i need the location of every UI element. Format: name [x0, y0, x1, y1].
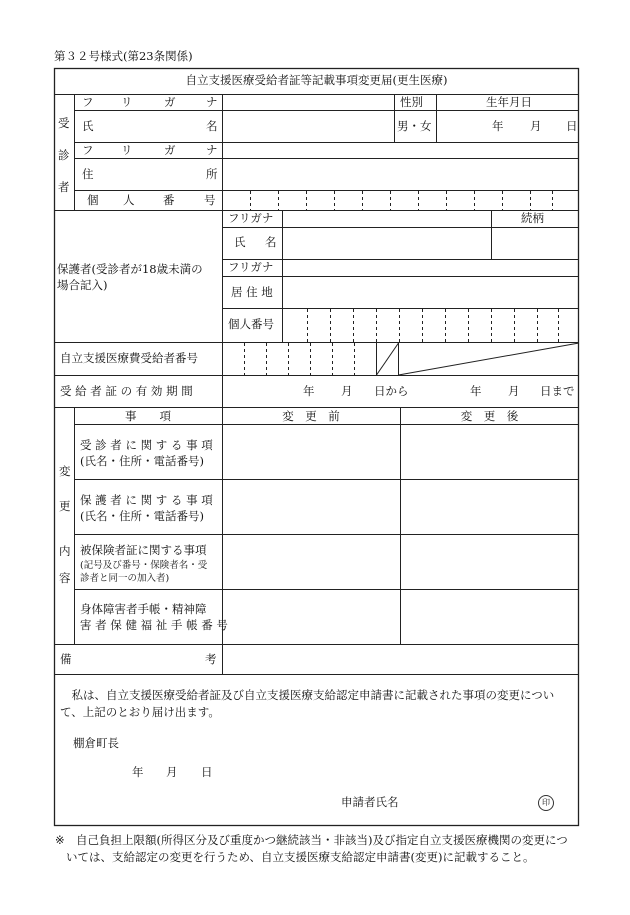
- validity-from-year: 年: [303, 384, 315, 398]
- validity-to-year: 年: [470, 384, 482, 398]
- declaration-line2: て、上記のとおり届け出ます。: [60, 705, 220, 719]
- footnote-line1: 自己負担上限額(所得区分及び重度かつ継続該当・非該当)及び指定自立支援医療機関の変更につ: [76, 833, 568, 847]
- changes-section-label-3: 内: [59, 544, 71, 558]
- birthdate-year-unit: 年: [492, 119, 504, 133]
- address-furigana-label-3: ガ: [164, 143, 176, 157]
- patient-section-label-3: 者: [58, 180, 70, 194]
- changes-header-after: 変 更 後: [460, 409, 519, 423]
- date-day-unit: 日: [201, 765, 213, 779]
- gender-label: 性別: [400, 95, 423, 109]
- applicant-name-label: 申請者氏名: [341, 795, 399, 809]
- patient-mynumber-label-3: 番: [163, 193, 175, 207]
- changes-header-before: 変 更 前: [282, 409, 340, 423]
- guardian-mynumber-label: 個人番号: [228, 317, 274, 331]
- date-year-unit: 年: [132, 765, 144, 779]
- validity-from-month: 月: [341, 384, 353, 398]
- patient-mynumber-label-1: 個: [87, 193, 99, 207]
- validity-label: 受 給 者 証 の 有 効 期 間: [60, 384, 193, 398]
- recipient-number-label: 自立支援医療費受給者番号: [60, 351, 198, 365]
- patient-furigana-label-3: ガ: [164, 95, 176, 109]
- guardian-address-label: 居 住 地: [231, 285, 273, 299]
- change-row-patient-line2: (氏名・住所・電話番号): [80, 454, 204, 468]
- change-row-guardian-line1: 保 護 者 に 関 す る 事 項: [80, 493, 213, 507]
- changes-header-item: 事 項: [125, 409, 171, 423]
- birthdate-month-unit: 月: [530, 119, 542, 133]
- changes-section-label-2: 更: [59, 499, 71, 513]
- validity-to-month: 月: [508, 384, 520, 398]
- patient-furigana-label-1: フ: [82, 95, 94, 109]
- validity-from-day: 日から: [374, 384, 409, 398]
- patient-name-label-2: 名: [206, 119, 218, 133]
- form-number: 第３２号様式(第23条関係): [54, 49, 193, 63]
- declaration-line1: 私は、自立支援医療受給者証及び自立支援医療支給認定申請書に記載された事項の変更につい: [60, 688, 555, 702]
- seal-mark: 印: [538, 795, 554, 811]
- change-row-guardian-line2: (氏名・住所・電話番号): [80, 509, 204, 523]
- patient-section-label-2: 診: [58, 148, 70, 162]
- guardian-relation-label: 続柄: [521, 211, 544, 225]
- patient-furigana-label-4: ナ: [206, 95, 218, 109]
- birthdate-day-unit: 日: [566, 119, 578, 133]
- address-furigana-label-4: ナ: [206, 143, 218, 157]
- guardian-furigana-label: フリガナ: [228, 211, 274, 225]
- remarks-label-2: 考: [205, 652, 217, 666]
- change-row-insurance-line2: (記号及び番号・保険者名・受: [80, 560, 208, 571]
- gender-value[interactable]: 男・女: [397, 119, 432, 133]
- patient-address-label-1: 住: [82, 167, 94, 181]
- guardian-name-label-1: 氏: [234, 235, 246, 249]
- address-furigana-label-1: フ: [82, 143, 94, 157]
- patient-furigana-label-2: リ: [121, 95, 133, 109]
- birthdate-label: 生年月日: [486, 95, 532, 109]
- address-furigana-label-2: リ: [121, 143, 133, 157]
- date-month-unit: 月: [166, 765, 178, 779]
- addressee: 棚倉町長: [73, 736, 119, 750]
- patient-name-label-1: 氏: [82, 119, 94, 133]
- changes-section-label-1: 変: [59, 464, 71, 478]
- footnote-mark: ※: [55, 833, 65, 847]
- change-row-insurance-line1: 被保険者証に関する事項: [80, 543, 207, 557]
- footnote-line2: いては、支給認定の変更を行うため、自立支援医療支給認定申請書(変更)に記載すること。: [66, 850, 535, 864]
- guardian-name-label-2: 名: [265, 235, 277, 249]
- guardian-section-label-line2: 場合記入): [57, 278, 108, 292]
- remarks-label-1: 備: [60, 652, 72, 666]
- change-row-insurance-line3: 診者と同一の加入者): [80, 573, 170, 584]
- patient-mynumber-label-2: 人: [123, 193, 135, 207]
- form-title: 自立支援医療受給者証等記載事項変更届(更生医療): [185, 73, 448, 87]
- validity-to-day: 日まで: [540, 384, 575, 398]
- change-row-handbook-line2: 害 者 保 健 福 祉 手 帳 番 号: [80, 618, 228, 632]
- change-row-handbook-line1: 身体障害者手帳・精神障: [80, 602, 207, 616]
- guardian-address-furigana-label: フリガナ: [228, 260, 274, 274]
- changes-section-label-4: 容: [59, 571, 71, 585]
- patient-address-label-2: 所: [206, 167, 218, 181]
- guardian-section-label-line1: 保護者(受診者が18歳未満の: [57, 262, 203, 276]
- patient-mynumber-label-4: 号: [204, 193, 216, 207]
- change-row-patient-line1: 受 診 者 に 関 す る 事 項: [80, 438, 213, 452]
- patient-section-label-1: 受: [58, 116, 70, 130]
